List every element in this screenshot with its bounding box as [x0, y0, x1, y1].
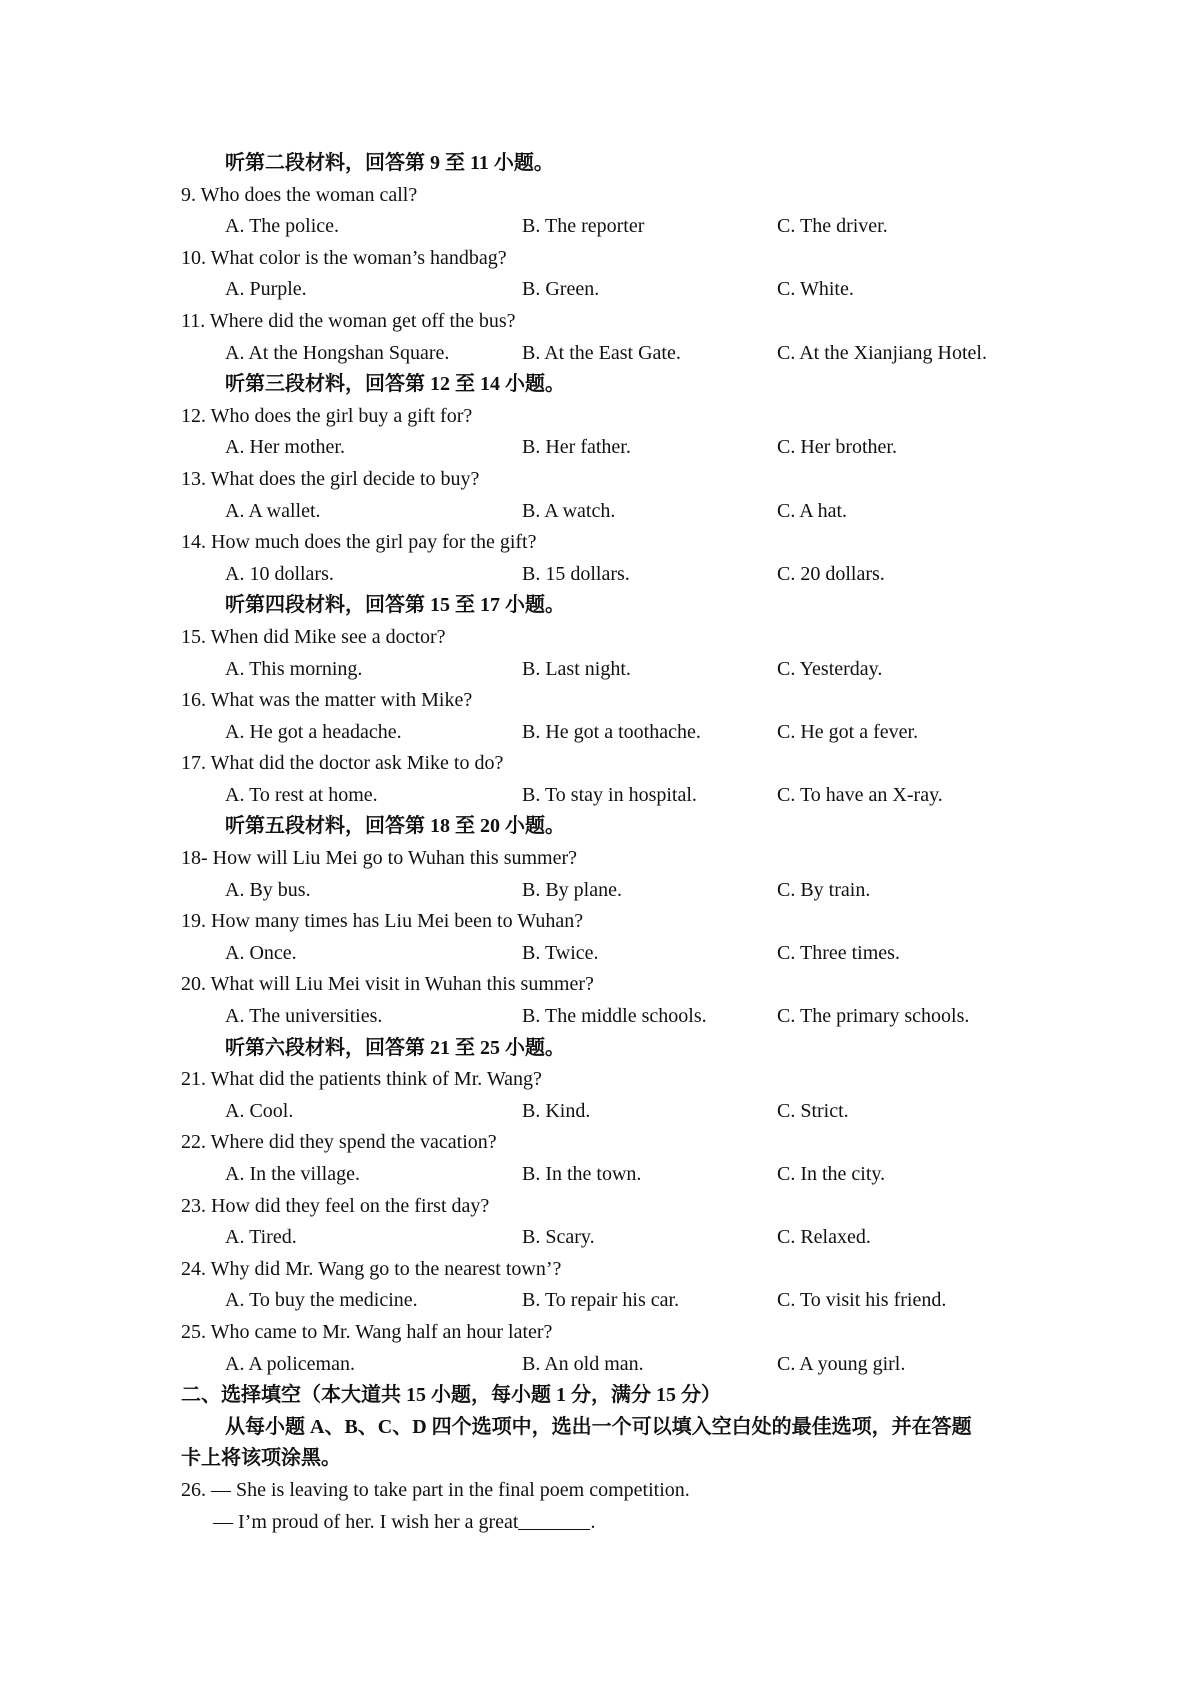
- options-row: [0, 496, 1200, 528]
- option-c: C. White.: [777, 278, 854, 301]
- options-row: [0, 1349, 1200, 1381]
- question-text: 23. How did they feel on the first day?: [181, 1194, 490, 1217]
- option-a: A. A policeman.: [225, 1352, 355, 1375]
- option-a: A. This morning.: [225, 657, 363, 680]
- section-heading: 听第二段材料，回答第 9 至 11 小题。: [225, 152, 554, 174]
- options-row: [0, 780, 1200, 812]
- question-text: 13. What does the girl decide to buy?: [181, 467, 480, 490]
- option-c: C. The primary schools.: [777, 1005, 970, 1028]
- option-c: C. A young girl.: [777, 1352, 906, 1375]
- option-b: B. Last night.: [522, 657, 631, 680]
- option-c: C. In the city.: [777, 1163, 886, 1185]
- option-c: C. By train.: [777, 878, 871, 901]
- option-b: B. Green.: [522, 278, 600, 301]
- option-a: A. 10 dollars.: [225, 562, 334, 585]
- option-c: C. Her brother.: [777, 436, 897, 459]
- option-b: B. At the East Gate.: [522, 341, 681, 364]
- question-response: [213, 1507, 595, 1539]
- option-c: C. To visit his friend.: [777, 1289, 947, 1312]
- option-c: C. The driver.: [777, 215, 888, 238]
- option-a: A. By bus.: [225, 878, 311, 901]
- option-b: B. Twice.: [522, 941, 599, 964]
- option-c: C. 20 dollars.: [777, 562, 885, 585]
- options-row: [0, 1285, 1200, 1317]
- option-b: B. 15 dollars.: [522, 562, 630, 585]
- question-text: 14. How much does the girl pay for the gift?: [181, 531, 537, 554]
- option-b: B. Her father.: [522, 436, 631, 459]
- option-c: C. Relaxed.: [777, 1226, 871, 1249]
- question-text: 9. Who does the woman call?: [181, 183, 418, 206]
- option-b: B. Kind.: [522, 1099, 591, 1122]
- options-row: [0, 938, 1200, 970]
- options-row: [0, 1159, 1200, 1191]
- option-a: A. In the village.: [225, 1163, 360, 1185]
- blank-end-period: .: [590, 1510, 596, 1533]
- option-b: B. An old man.: [522, 1352, 644, 1375]
- option-c: C. To have an X-ray.: [777, 783, 943, 806]
- question-text: 12. Who does the girl buy a gift for?: [181, 404, 473, 427]
- option-b: B. He got a toothache.: [522, 720, 701, 743]
- option-a: A. Cool.: [225, 1099, 294, 1122]
- option-a: A. Once.: [225, 941, 297, 964]
- options-row: [0, 274, 1200, 306]
- question-text: 25. Who came to Mr. Wang half an hour later?: [181, 1320, 553, 1343]
- option-a: A. At the Hongshan Square.: [225, 341, 450, 364]
- question-text: 19. How many times has Liu Mei been to Wuhan?: [181, 910, 584, 933]
- option-c: C. A hat.: [777, 499, 848, 522]
- answer-blank: [518, 1509, 590, 1530]
- options-row: [0, 654, 1200, 686]
- option-c: C. Yesterday.: [777, 657, 883, 680]
- option-c: C. Three times.: [777, 941, 900, 964]
- option-a: A. Tired.: [225, 1226, 297, 1249]
- option-b: B. To stay in hospital.: [522, 783, 697, 806]
- option-b: B. In the town.: [522, 1163, 642, 1185]
- response-text: — I’m proud of her. I wish her a great: [213, 1510, 519, 1533]
- question-text: 26. — She is leaving to take part in the final poem competition.: [181, 1478, 690, 1501]
- section-title: 二、选择填空（本大道共 15 小题，每小题 1 分，满分 15 分）: [181, 1384, 721, 1407]
- option-a: A. To buy the medicine.: [225, 1289, 418, 1312]
- options-row: [0, 1222, 1200, 1254]
- option-a: A. To rest at home.: [225, 783, 378, 806]
- option-b: B. Scary.: [522, 1226, 595, 1249]
- option-a: A. Her mother.: [225, 436, 345, 459]
- options-row: [0, 1001, 1200, 1033]
- option-a: A. A wallet.: [225, 499, 321, 522]
- question-text: 17. What did the doctor ask Mike to do?: [181, 752, 504, 775]
- options-row: [0, 338, 1200, 370]
- section-heading: 听第六段材料，回答第 21 至 25 小题。: [225, 1036, 565, 1059]
- section-heading: 听第五段材料，回答第 18 至 20 小题。: [225, 815, 565, 838]
- option-a: A. Purple.: [225, 278, 307, 301]
- options-row: [0, 717, 1200, 749]
- question-text: 16. What was the matter with Mike?: [181, 689, 473, 712]
- option-b: B. By plane.: [522, 878, 622, 901]
- option-a: A. The universities.: [225, 1005, 383, 1028]
- section-heading: 听第三段材料，回答第 12 至 14 小题。: [225, 373, 565, 396]
- options-row: [0, 559, 1200, 591]
- option-c: C. At the Xianjiang Hotel.: [777, 341, 987, 364]
- option-b: B. The reporter: [522, 215, 645, 238]
- option-b: B. The middle schools.: [522, 1005, 707, 1028]
- question-text: 22. Where did they spend the vacation?: [181, 1131, 497, 1154]
- section-heading: 听第四段材料，回答第 15 至 17 小题。: [225, 594, 565, 617]
- option-c: C. He got a fever.: [777, 720, 919, 743]
- option-b: B. To repair his car.: [522, 1289, 680, 1312]
- question-text: 10. What color is the woman’s handbag?: [181, 246, 507, 269]
- question-text: 15. When did Mike see a doctor?: [181, 625, 446, 648]
- question-text: 20. What will Liu Mei visit in Wuhan this summer?: [181, 973, 594, 996]
- question-text: 11. Where did the woman get off the bus?: [181, 309, 516, 332]
- options-row: [0, 211, 1200, 243]
- question-text: 24. Why did Mr. Wang go to the nearest town’?: [181, 1257, 562, 1280]
- option-a: A. The police.: [225, 215, 340, 238]
- option-b: B. A watch.: [522, 499, 616, 522]
- option-c: C. Strict.: [777, 1099, 849, 1122]
- question-text: 21. What did the patients think of Mr. Wang?: [181, 1068, 542, 1091]
- section-instruction: 从每小题 A、B、C、D 四个选项中，选出一个可以填入空白处的最佳选项，并在答题: [225, 1415, 972, 1438]
- option-a: A. He got a headache.: [225, 720, 402, 743]
- section-instruction-continued: 卡上将该项涂黑。: [181, 1447, 341, 1470]
- options-row: [0, 1096, 1200, 1128]
- options-row: [0, 432, 1200, 464]
- options-row: [0, 875, 1200, 907]
- exam-content: [0, 148, 1200, 1538]
- question-text: 18- How will Liu Mei go to Wuhan this summer?: [181, 847, 578, 870]
